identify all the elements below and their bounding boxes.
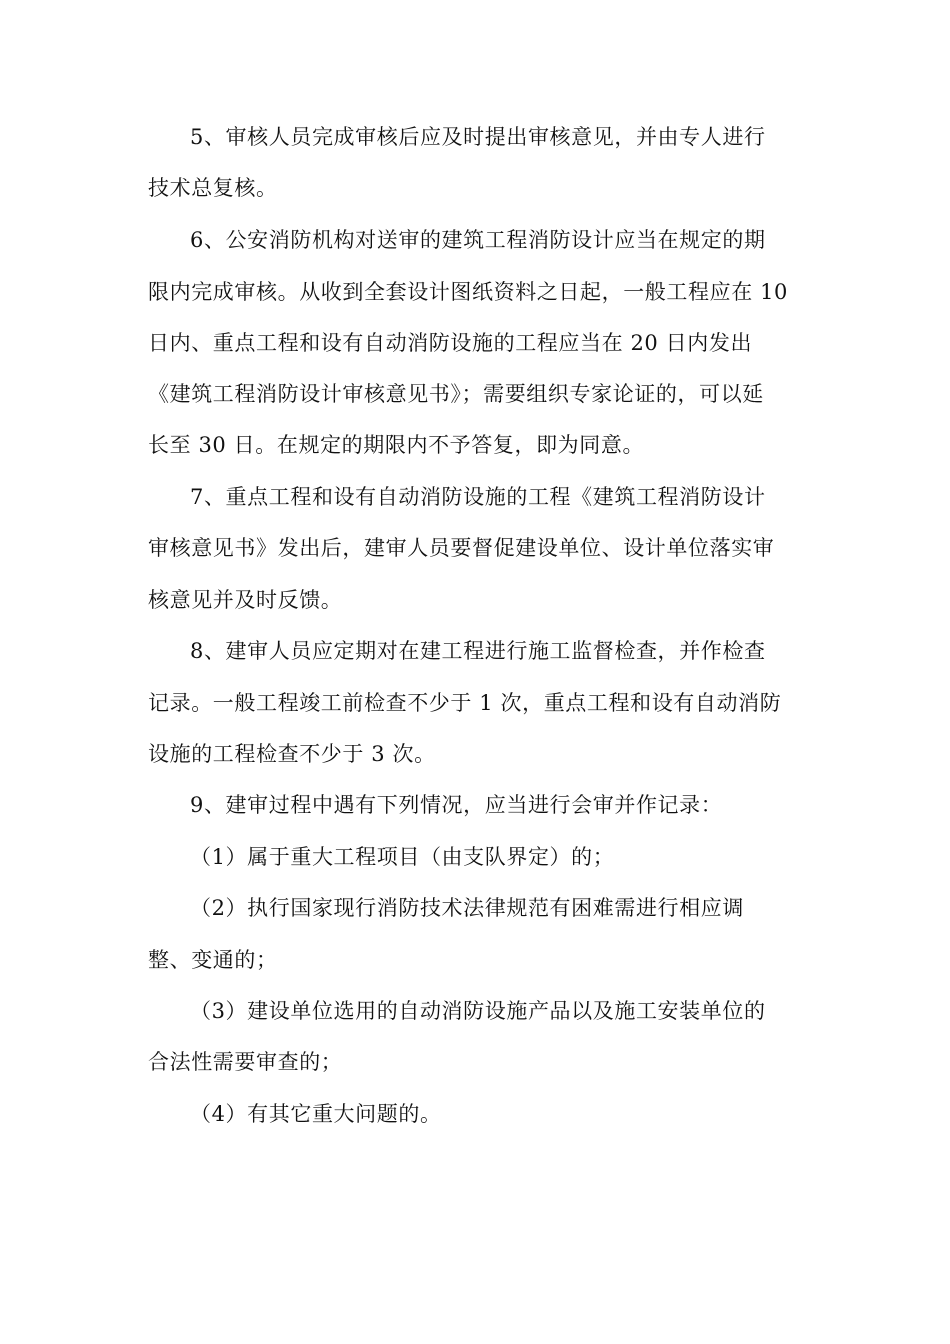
paragraph-8-line-2: 记录。一般工程竣工前检查不少于 1 次，重点工程和设有自动消防 [148, 691, 782, 715]
paragraph-7-line-2: 审核意见书》发出后，建审人员要督促建设单位、设计单位落实审 [148, 536, 775, 560]
paragraph-5-line-2: 技术总复核。 [148, 176, 278, 200]
subitem-3-line-1: （3）建设单位选用的自动消防设施产品以及施工安装单位的 [190, 999, 766, 1023]
paragraph-9-line-1: 9、建审过程中遇有下列情况，应当进行会审并作记录： [190, 793, 723, 817]
paragraph-6-line-3: 日内、重点工程和设有自动消防设施的工程应当在 20 日内发出 [148, 331, 753, 355]
subitem-1-line-1: （1）属于重大工程项目（由支队界定）的； [190, 845, 615, 869]
subitem-3-line-2: 合法性需要审查的； [148, 1050, 343, 1074]
paragraph-6-line-5: 长至 30 日。在规定的期限内不予答复，即为同意。 [148, 433, 645, 457]
paragraph-7-line-1: 7、重点工程和设有自动消防设施的工程《建筑工程消防设计 [190, 485, 766, 509]
paragraph-8-line-3: 设施的工程检查不少于 3 次。 [148, 742, 436, 766]
subitem-2-line-2: 整、变通的； [148, 948, 278, 972]
subitem-4-line-1: （4）有其它重大问题的。 [190, 1102, 442, 1126]
paragraph-5-line-1: 5、审核人员完成审核后应及时提出审核意见，并由专人进行 [190, 125, 766, 149]
paragraph-6-line-2: 限内完成审核。从收到全套设计图纸资料之日起，一般工程应在 10 [148, 280, 788, 304]
paragraph-8-line-1: 8、建审人员应定期对在建工程进行施工监督检查，并作检查 [190, 639, 766, 663]
paragraph-6-line-4: 《建筑工程消防设计审核意见书》；需要组织专家论证的，可以延 [148, 382, 764, 406]
subitem-2-line-1: （2）执行国家现行消防技术法律规范有困难需进行相应调 [190, 896, 744, 920]
paragraph-6-line-1: 6、公安消防机构对送审的建筑工程消防设计应当在规定的期 [190, 228, 766, 252]
paragraph-7-line-3: 核意见并及时反馈。 [148, 588, 343, 612]
